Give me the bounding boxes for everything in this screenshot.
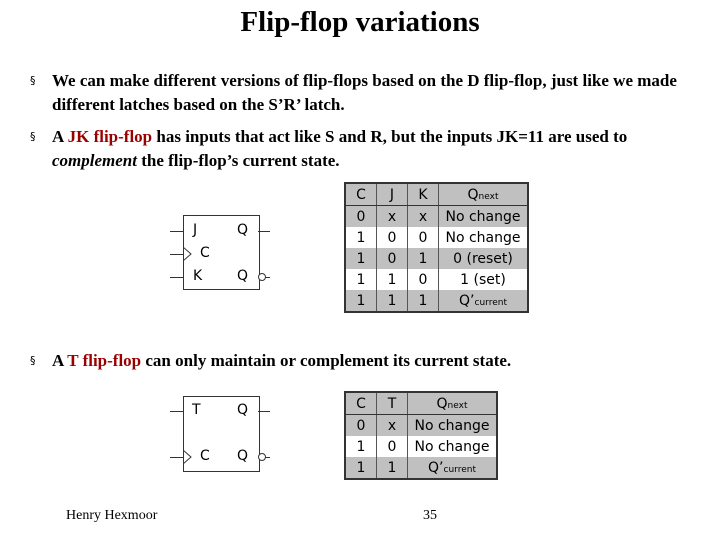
bullet-3-text: A T flip-flop can only maintain or complement its current state. bbox=[52, 351, 512, 370]
header-q-next: Qnext bbox=[408, 392, 498, 415]
table-row: 0 x x No change bbox=[345, 206, 528, 228]
jk-truth-table bbox=[344, 182, 529, 313]
bullet-3 bbox=[30, 349, 680, 373]
header-j: J bbox=[377, 183, 408, 206]
bullet-2 bbox=[30, 125, 680, 173]
table-row: 1 0 No change bbox=[345, 436, 497, 457]
square-bullet-icon: § bbox=[30, 74, 36, 87]
output-qbar-label: Q bbox=[237, 268, 249, 284]
header-k: K bbox=[408, 183, 439, 206]
pin-c-label: C bbox=[200, 448, 210, 464]
output-q-label: Q bbox=[237, 402, 249, 418]
header-c: C bbox=[345, 392, 377, 415]
pin-j-label: J bbox=[193, 222, 198, 238]
complement-term: complement bbox=[52, 151, 137, 170]
header-q-next: Qnext bbox=[439, 183, 529, 206]
inverted-output-bubble-icon bbox=[258, 273, 266, 281]
output-qbar-label: Q bbox=[237, 448, 249, 464]
pin-t-label: T bbox=[192, 402, 201, 418]
table-row: 1 0 1 0 (reset) bbox=[345, 248, 528, 269]
inverted-output-bubble-icon bbox=[258, 453, 266, 461]
table-row: 1 0 0 No change bbox=[345, 227, 528, 248]
slide-title: Flip-flop variations bbox=[240, 6, 480, 38]
header-c: C bbox=[345, 183, 377, 206]
jk-flip-flop-term: JK flip-flop bbox=[67, 127, 153, 146]
t-flip-flop-term: T flip-flop bbox=[67, 351, 142, 370]
table-row: 1 1 Q’current bbox=[345, 457, 497, 479]
pin-k-label: K bbox=[193, 268, 203, 284]
table-header-row bbox=[345, 183, 528, 206]
clock-input-icon bbox=[183, 450, 193, 464]
pin-c-label: C bbox=[200, 245, 210, 261]
table-header-row bbox=[345, 392, 497, 415]
square-bullet-icon: § bbox=[30, 130, 36, 143]
page-number: 35 bbox=[423, 508, 437, 523]
square-bullet-icon: § bbox=[30, 354, 36, 367]
table-row: 1 1 1 Q’current bbox=[345, 290, 528, 312]
clock-input-icon bbox=[183, 247, 193, 261]
t-truth-table bbox=[344, 391, 498, 480]
table-row: 0 x No change bbox=[345, 415, 497, 437]
table-row: 1 1 0 1 (set) bbox=[345, 269, 528, 290]
footer-author: Henry Hexmoor bbox=[66, 508, 158, 523]
header-t: T bbox=[377, 392, 408, 415]
bullet-1 bbox=[30, 69, 680, 117]
output-q-label: Q bbox=[237, 222, 249, 238]
bullet-2-text: A JK flip-flop has inputs that act like S and R, but the inputs JK=11 are used to complement the flip-flop’s current state. bbox=[52, 127, 628, 170]
bullet-1-text: We can make different versions of flip-flops based on the D flip-flop, just like we made different latches based on the S’R’ latch. bbox=[52, 71, 677, 114]
